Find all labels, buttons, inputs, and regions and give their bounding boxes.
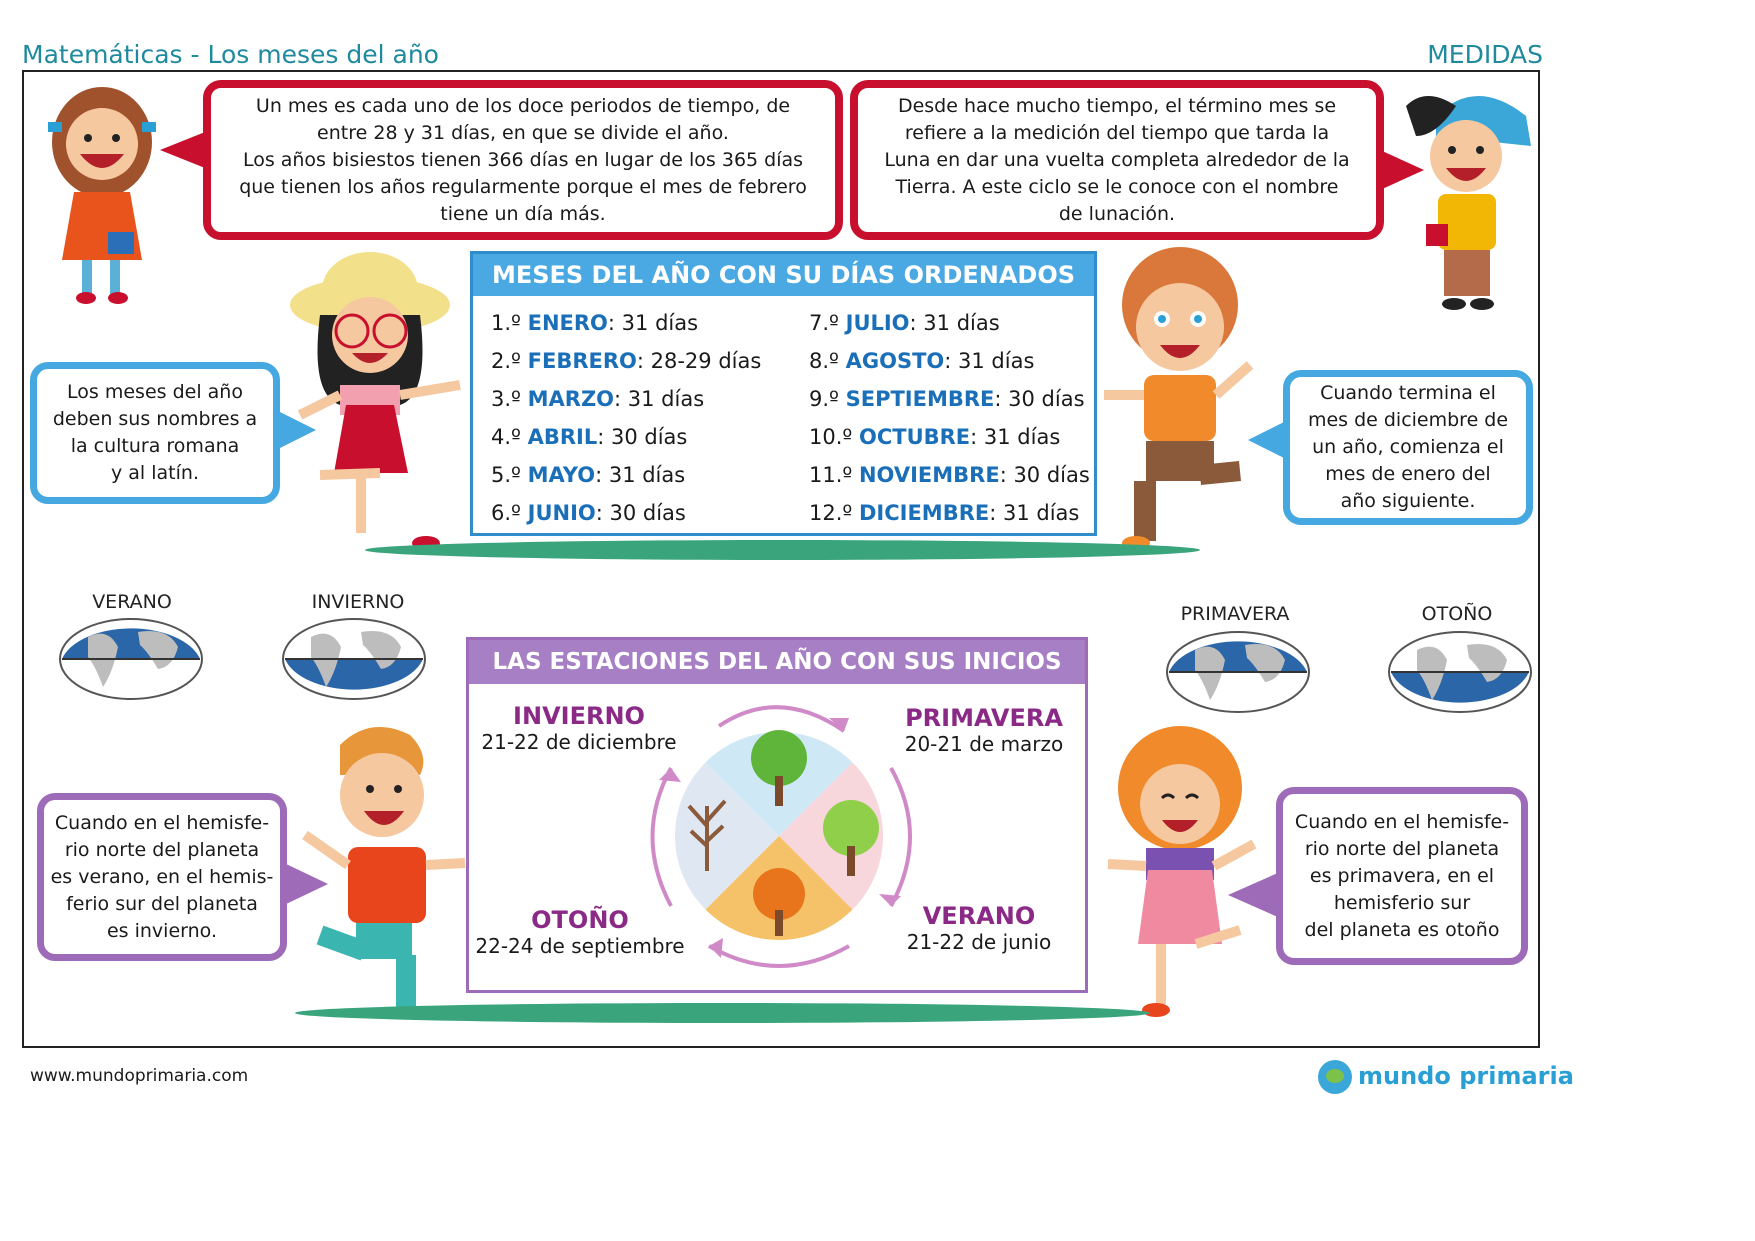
bubble-line: Un mes es cada uno de los doce periodos de tiempo, de <box>255 94 791 117</box>
girl-with-hat-illustration <box>290 245 470 555</box>
bubble-line: rio norte del planeta <box>1304 837 1500 860</box>
month-row <box>809 380 1090 418</box>
bubble-tail-icon <box>276 410 316 450</box>
bubble-month-definition <box>203 80 843 240</box>
section-label: MEDIDAS <box>1427 40 1543 69</box>
month-number: 4.º <box>491 425 521 449</box>
bubble-lunation <box>850 80 1384 240</box>
bubble-line: año siguiente. <box>1340 490 1476 512</box>
month-row <box>809 456 1090 494</box>
bubble-line: la cultura romana <box>70 435 240 457</box>
month-number: 12.º <box>809 501 853 525</box>
month-days: : 30 días <box>595 501 686 525</box>
bubble-line: Los meses del año <box>67 381 243 403</box>
ground-strip <box>365 540 1200 560</box>
bubble-line: es primavera, en el <box>1309 864 1495 887</box>
season-date: 21-22 de diciembre <box>481 730 677 754</box>
month-name: ABRIL <box>527 425 598 449</box>
month-row <box>809 304 1090 342</box>
bubble-line: Cuando en el hemisfe- <box>1294 810 1510 833</box>
bubble-line: Cuando en el hemisfe- <box>54 811 270 834</box>
globe-autumn-icon <box>1387 630 1533 714</box>
bubble-line: deben sus nombres a <box>52 408 258 430</box>
month-days: : 30 días <box>994 387 1085 411</box>
month-name: JUNIO <box>527 501 596 525</box>
globe-label-otono: OTOÑO <box>1421 603 1493 625</box>
months-box-title: MESES DEL AÑO CON SU DÍAS ORDENADOS <box>473 254 1094 296</box>
bubble-line: Tierra. A este ciclo se le conoce con el nombre <box>895 175 1339 198</box>
month-row <box>491 342 761 380</box>
bubble-line: Cuando termina el <box>1320 382 1496 404</box>
month-name: OCTUBRE <box>858 425 971 449</box>
month-name: NOVIEMBRE <box>858 463 1000 487</box>
month-row <box>491 456 761 494</box>
brand-logo <box>1318 1060 1574 1094</box>
month-name: DICIEMBRE <box>858 501 990 525</box>
month-days: : 31 días <box>944 349 1035 373</box>
season-name: INVIERNO <box>513 702 645 730</box>
month-days: : 31 días <box>989 501 1080 525</box>
bubble-line: ferio sur del planeta <box>66 892 258 915</box>
bubble-line: entre 28 y 31 días, en que se divide el año. <box>317 121 729 144</box>
month-days: : 31 días <box>607 311 699 335</box>
month-name: FEBRERO <box>527 349 637 373</box>
bubble-line: Desde hace mucho tiempo, el término mes se <box>897 94 1337 117</box>
globe-summer-icon <box>58 617 204 701</box>
bubble-line: rio norte del planeta <box>64 838 260 861</box>
month-days: : 31 días <box>614 387 705 411</box>
month-number: 11.º <box>809 463 853 487</box>
bubble-line: del planeta es otoño <box>1304 918 1500 941</box>
seasons-box <box>466 637 1088 993</box>
month-number: 1.º <box>491 311 521 335</box>
bubble-tail-icon <box>282 862 328 906</box>
page-title: Matemáticas - Los meses del año <box>22 40 439 69</box>
bubble-tail-icon <box>1248 420 1288 460</box>
bubble-tail-icon <box>1380 150 1424 190</box>
season-date: 22-24 de septiembre <box>475 934 685 958</box>
month-number: 5.º <box>491 463 521 487</box>
month-name: SEPTIEMBRE <box>845 387 995 411</box>
globe-label-invierno: INVIERNO <box>311 591 405 613</box>
bubble-line: tiene un día más. <box>440 202 606 225</box>
bubble-december-january <box>1283 370 1533 525</box>
month-row <box>491 380 761 418</box>
season-date: 20-21 de marzo <box>904 732 1064 756</box>
season-date: 21-22 de junio <box>906 930 1052 954</box>
seasons-box-title: LAS ESTACIONES DEL AÑO CON SUS INICIOS <box>469 640 1085 684</box>
month-row <box>491 494 761 532</box>
month-days: : 30 días <box>597 425 688 449</box>
month-number: 7.º <box>809 311 839 335</box>
months-column-right <box>809 304 1090 532</box>
bubble-line: es invierno. <box>106 919 217 942</box>
month-days: : 30 días <box>999 463 1090 487</box>
bubble-line: un año, comienza el <box>1312 436 1504 458</box>
curly-girl-illustration <box>1100 718 1260 1023</box>
bubble-line: mes de enero del <box>1325 463 1491 485</box>
bubble-line: Luna en dar una vuelta completa alrededor de la <box>884 148 1350 171</box>
month-days: : 31 días <box>909 311 1000 335</box>
month-row <box>491 418 761 456</box>
ground-strip <box>295 1003 1150 1023</box>
months-column-left <box>491 304 761 532</box>
month-name: JULIO <box>845 311 910 335</box>
globe-logo-icon <box>1318 1060 1352 1094</box>
season-name: OTOÑO <box>531 906 629 934</box>
bubble-line: de lunación. <box>1058 202 1176 225</box>
month-row <box>491 304 761 342</box>
footer-url: www.mundoprimaria.com <box>30 1066 249 1086</box>
seasons-cycle-illustration <box>629 696 929 986</box>
month-row <box>809 342 1090 380</box>
bubble-line: es verano, en el hemis- <box>50 865 274 888</box>
bubble-line: hemisferio sur <box>1333 891 1471 914</box>
month-days: : 31 días <box>970 425 1061 449</box>
bubble-line: refiere a la medición del tiempo que tarda la <box>904 121 1330 144</box>
globe-spring-icon <box>1165 630 1311 714</box>
season-name: PRIMAVERA <box>905 704 1063 732</box>
boy-with-cap-illustration <box>1396 76 1536 320</box>
bubble-tail-icon <box>160 130 210 170</box>
brand-name: mundo primaria <box>1358 1062 1574 1090</box>
curly-boy-illustration <box>1100 245 1260 555</box>
month-number: 10.º <box>809 425 853 449</box>
bubble-spring-autumn <box>1276 787 1528 965</box>
month-name: AGOSTO <box>845 349 945 373</box>
month-number: 8.º <box>809 349 839 373</box>
month-number: 3.º <box>491 387 521 411</box>
bubble-line: y al latín. <box>111 462 199 484</box>
month-days: : 28-29 días <box>636 349 762 373</box>
globe-winter-icon <box>281 617 427 701</box>
bubble-line: Los años bisiestos tienen 366 días en lugar de los 365 días <box>242 148 804 171</box>
month-name: ENERO <box>527 311 608 335</box>
month-row <box>809 494 1090 532</box>
month-number: 2.º <box>491 349 521 373</box>
globe-label-verano: VERANO <box>92 591 172 613</box>
girl-with-books-illustration <box>30 82 170 308</box>
bubble-tail-icon <box>1228 872 1280 918</box>
months-box <box>470 251 1097 536</box>
bubble-line: mes de diciembre de <box>1307 409 1509 431</box>
month-name: MAYO <box>527 463 596 487</box>
bubble-line: que tienen los años regularmente porque el mes de febrero <box>239 175 807 198</box>
month-days: : 31 días <box>595 463 686 487</box>
month-row <box>809 418 1090 456</box>
month-name: MARZO <box>527 387 615 411</box>
bubble-roman-names <box>30 362 280 504</box>
month-number: 6.º <box>491 501 521 525</box>
season-name: VERANO <box>922 902 1036 930</box>
month-number: 9.º <box>809 387 839 411</box>
bubble-summer-winter <box>37 793 287 961</box>
globe-label-primavera: PRIMAVERA <box>1180 603 1290 625</box>
